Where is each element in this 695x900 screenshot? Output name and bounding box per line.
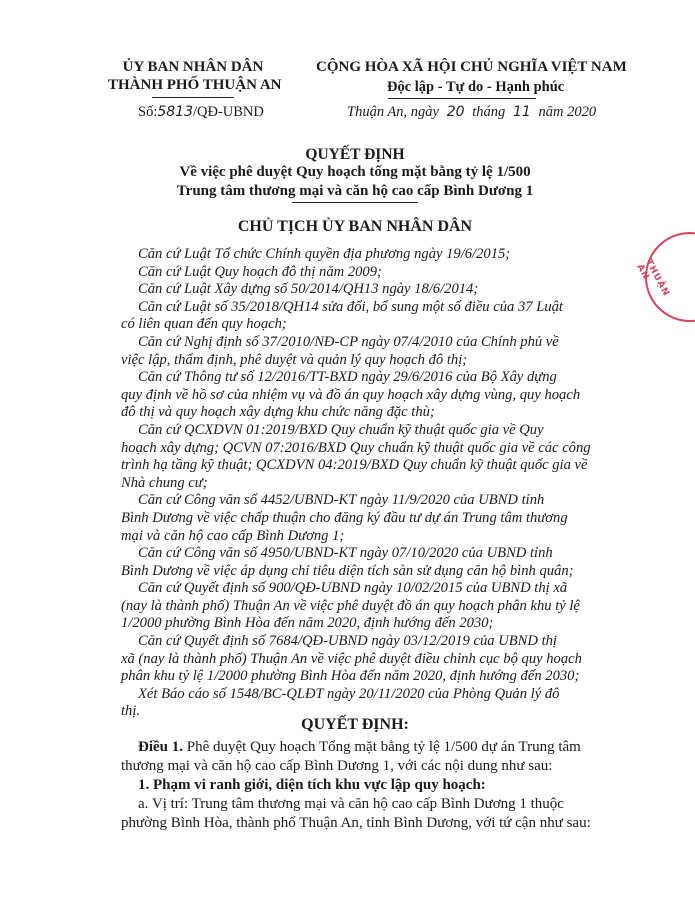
legal-basis-line: xã (nay là thành phố) Thuận An về việc phê duyệt điều chỉnh cục bộ quy hoạch xyxy=(121,650,582,667)
seal-text: THUẬN AN xyxy=(634,258,672,299)
legal-basis-line: phân khu tỷ lệ 1/2000 phường Bình Hòa đến năm 2020, định hướng đến 2030; xyxy=(121,668,580,685)
org-underline xyxy=(152,97,234,98)
legal-basis-line: Xét Báo cáo số 1548/BC-QLĐT ngày 20/11/2020 của Phòng Quản lý đô xyxy=(138,685,560,702)
legal-basis-line: trình hạ tầng kỹ thuật; QCXDVN 04:2019/BXD Quy chuẩn kỹ thuật quốc gia về xyxy=(121,457,588,474)
legal-basis-line: Bình Dương về việc áp dụng chỉ tiêu diện tích sàn sử dụng căn hộ bình quân; xyxy=(121,562,574,579)
legal-basis-line: Căn cứ Công văn số 4452/UBND-KT ngày 11/9/2020 của UBND tỉnh xyxy=(138,492,545,509)
motto-underline xyxy=(388,98,536,99)
section1-title: 1. Phạm vi ranh giới, diện tích khu vực lập quy hoạch: xyxy=(138,777,486,793)
decision-title: QUYẾT ĐỊNH xyxy=(305,146,405,163)
legal-basis-line: mại và căn hộ cao cấp Bình Dương 1; xyxy=(121,527,345,544)
authority-heading: CHỦ TỊCH ỦY BAN NHÂN DÂN xyxy=(237,218,473,235)
legal-basis-line: Căn cứ QCXDVN 01:2019/BXD Quy chuẩn kỹ thuật quốc gia về Quy xyxy=(138,421,544,438)
legal-basis-line: Căn cứ Luật Tổ chức Chính quyền địa phương ngày 19/6/2015; xyxy=(138,246,511,262)
subject-line2: Trung tâm thương mại và căn hộ cao cấp Bình Dương 1 xyxy=(176,183,534,199)
number-suffix: /QĐ-UBND xyxy=(192,104,264,120)
document-number xyxy=(138,104,264,121)
item-a-line1: a. Vị trí: Trung tâm thương mại và căn hộ cao cấp Bình Dương 1 thuộc xyxy=(138,796,564,812)
article1-label: Điều 1. xyxy=(138,739,183,755)
legal-basis-line: Bình Dương về việc chấp thuận cho đăng ký đầu tư dự án Trung tâm thương xyxy=(121,509,568,526)
legal-basis-line: Căn cứ Luật Xây dựng số 50/2014/QH13 ngày 18/6/2014; xyxy=(138,281,479,298)
legal-basis-line: việc lập, thẩm định, phê duyệt và quản lý quy hoạch đô thị; xyxy=(121,351,468,368)
subject-underline xyxy=(292,202,418,203)
subject-line1: Về việc phê duyệt Quy hoạch tổng mặt bằng tỷ lệ 1/500 xyxy=(179,164,531,180)
article1-line1 xyxy=(138,738,581,756)
legal-basis-line: Nhà chung cư; xyxy=(121,474,208,491)
legal-basis-line: Căn cứ Quyết định số 7684/QĐ-UBND ngày 03/12/2019 của UBND thị xyxy=(138,633,557,650)
national-motto: Độc lập - Tự do - Hạnh phúc xyxy=(387,79,565,95)
number-handwritten: 5813 xyxy=(157,104,193,120)
country-name: CỘNG HÒA XÃ HỘI CHỦ NGHĨA VIỆT NAM xyxy=(316,59,627,75)
legal-basis-line: Căn cứ Luật số 35/2018/QH14 sửa đổi, bổ sung một số điều của 37 Luật xyxy=(138,298,563,315)
org-name-line2: THÀNH PHỐ THUẬN AN xyxy=(108,77,282,93)
legal-basis-line: đô thị và quy hoạch xây dựng khu chức năng đặc thù; xyxy=(121,404,435,421)
date-day: 20 xyxy=(446,104,465,120)
date-prefix: Thuận An, ngày xyxy=(347,104,439,120)
date-month: 11 xyxy=(512,104,531,120)
legal-basis-line: có liên quan đến quy hoạch; xyxy=(121,316,287,333)
article1-line2: thương mại và căn hộ cao cấp Bình Dương 1, với các nội dung như sau: xyxy=(121,758,553,774)
decision-section-heading: QUYẾT ĐỊNH: xyxy=(301,716,409,733)
legal-basis-line: quy định về hồ sơ của nhiệm vụ và đồ án quy hoạch xây dựng vùng, quy hoạch xyxy=(121,386,581,403)
legal-basis-line: Căn cứ Quyết định số 900/QĐ-UBND ngày 10/02/2015 của UBND thị xã xyxy=(138,580,568,597)
issue-date xyxy=(347,104,596,121)
date-month-label: tháng xyxy=(472,104,506,120)
legal-basis-line: Căn cứ Thông tư số 12/2016/TT-BXD ngày 29/6/2016 của Bộ Xây dựng xyxy=(138,369,557,386)
article1-text1: Phê duyệt Quy hoạch Tổng mặt bằng tỷ lệ 1/500 dự án Trung tâm xyxy=(186,739,581,755)
item-a-line2: phường Bình Hòa, thành phố Thuận An, tỉnh Bình Dương, với tứ cận như sau: xyxy=(121,815,591,831)
number-prefix: Số: xyxy=(138,104,158,120)
legal-basis-line: Căn cứ Công văn số 4950/UBND-KT ngày 07/10/2020 của UBND tỉnh xyxy=(138,545,553,562)
legal-basis-line: 1/2000 phường Bình Hòa đến năm 2020, định hướng đến 2030; xyxy=(121,615,494,632)
legal-basis-line: thị. xyxy=(121,703,141,720)
legal-basis-list xyxy=(121,246,611,721)
legal-basis-line: Căn cứ Luật Quy hoạch đô thị năm 2009; xyxy=(138,263,382,280)
legal-basis-line: Căn cứ Nghị định số 37/2010/NĐ-CP ngày 07/4/2010 của Chính phủ về xyxy=(138,333,559,350)
legal-basis-line: (nay là thành phố) Thuận An về việc phê duyệt đồ án quy hoạch phân khu tỷ lệ xyxy=(121,597,580,614)
org-name-line1: ỦY BAN NHÂN DÂN xyxy=(122,59,264,75)
legal-basis-line: hoạch xây dựng; QCVN 07:2016/BXD Quy chuẩn kỹ thuật quốc gia về các công xyxy=(121,439,591,456)
date-year: năm 2020 xyxy=(538,104,597,120)
